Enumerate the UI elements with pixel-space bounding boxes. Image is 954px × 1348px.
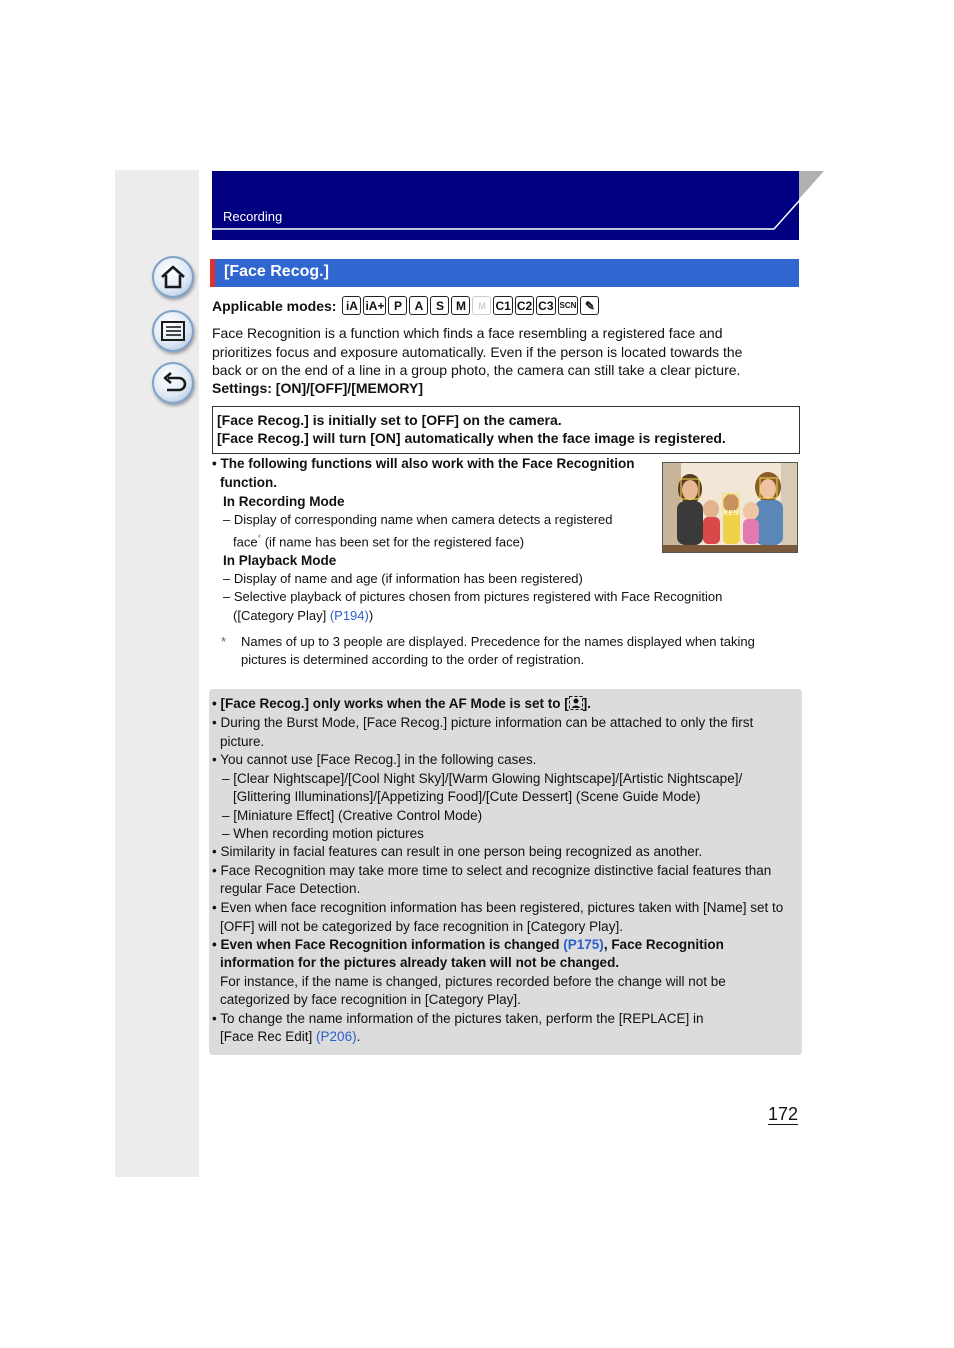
section-title: [Face Recog.] xyxy=(224,263,329,280)
modes-label: Applicable modes: xyxy=(212,297,337,314)
page-link-p194[interactable]: (P194) xyxy=(329,608,369,623)
note-cannot-use: • You cannot use [Face Recog.] in the following cases. xyxy=(212,752,537,767)
mode-s-icon: S xyxy=(430,296,449,315)
mode-ia-icon: iA xyxy=(342,296,361,315)
recording-item-text: face xyxy=(233,534,258,550)
playback-mode-heading: In Playback Mode xyxy=(223,553,337,568)
intro-line: prioritizes focus and exposure automatically. Even if the person is located towards the xyxy=(212,343,743,360)
note-text: • [Face Recog.] only works when the AF Mode is set to [ xyxy=(212,696,569,711)
note-info-changed-example: For instance, if the name is changed, pictures recorded before the change will not be xyxy=(220,974,726,989)
chapter-label: Recording xyxy=(223,209,283,224)
menu-list-icon xyxy=(159,317,187,345)
note-cannot-use-item: – [Miniature Effect] (Creative Control Mode) xyxy=(222,808,483,823)
back-button[interactable] xyxy=(152,362,194,404)
family-photo-illustration xyxy=(663,463,798,553)
playback-item-text: ([Category Play] xyxy=(233,608,330,623)
playback-item-cont xyxy=(233,607,373,626)
note-burst-cont: picture. xyxy=(220,734,265,749)
functions-bullet: • The following functions will also work with the Face Recognition xyxy=(212,456,635,471)
mode-movie-m-icon: M xyxy=(472,296,491,315)
home-button[interactable] xyxy=(152,256,194,298)
mode-a-icon: A xyxy=(409,296,428,315)
note-more-time: • Face Recognition may take more time to select and recognize distinctive facial features than xyxy=(212,863,772,878)
intro-line: back or on the end of a line in a group photo, the camera can still take a clear picture. xyxy=(212,362,741,378)
note-info-changed xyxy=(212,936,724,955)
note-cannot-use-item-cont: [Glittering Illuminations]/[Appetizing Food]/[Cute Dessert] (Scene Guide Mode) xyxy=(233,789,701,804)
note-burst: • During the Burst Mode, [Face Recog.] picture information can be attached to only the first xyxy=(212,715,754,730)
note-more-time-cont: regular Face Detection. xyxy=(220,881,361,896)
page-link-p175[interactable]: (P175) xyxy=(563,937,604,952)
footnote-mark: * xyxy=(257,533,262,543)
note-replace: • To change the name information of the pictures taken, perform the [REPLACE] in xyxy=(212,1011,704,1026)
page-link-p206[interactable]: (P206) xyxy=(316,1029,357,1044)
footnote-asterisk: * xyxy=(221,634,227,649)
name-tag: KEN xyxy=(724,510,739,517)
note-text: . xyxy=(356,1029,361,1044)
note-af-mode xyxy=(212,695,591,714)
note-text: ]. xyxy=(582,696,592,711)
note-info-changed-example-cont: categorized by face recognition in [Category Play]. xyxy=(220,992,521,1007)
face-detection-icon xyxy=(569,696,583,710)
settings-line: Settings: [ON]/[OFF]/[MEMORY] xyxy=(212,380,424,396)
mode-p-icon: P xyxy=(388,296,407,315)
note-info-changed-cont: information for the pictures already taken will not be changed. xyxy=(220,955,620,970)
note-text: [Face Rec Edit] xyxy=(220,1029,317,1044)
playback-item: – Display of name and age (if information has been registered) xyxy=(223,571,583,586)
note-similarity: • Similarity in facial features can result in one person being recognized as another. xyxy=(212,844,703,859)
functions-bullet-cont: function. xyxy=(220,475,277,490)
note-replace-cont xyxy=(220,1028,360,1047)
intro-line: Face Recognition is a function which finds a face resembling a registered face and xyxy=(212,325,723,341)
section-title-bar xyxy=(210,259,799,287)
note-name-off: • Even when face recognition information has been registered, pictures taken with [Name] set to xyxy=(212,900,784,915)
recording-item: – Display of corresponding name when camera detects a registered xyxy=(223,512,613,527)
intro-paragraph xyxy=(212,324,797,380)
back-arrow-icon xyxy=(159,369,187,397)
note-text: • Even when Face Recognition information is changed xyxy=(212,937,564,952)
footnote-line: pictures is determined according to the order of registration. xyxy=(241,652,585,667)
chapter-header xyxy=(212,171,824,240)
footnote-line: Names of up to 3 people are displayed. Precedence for the names displayed when taking xyxy=(241,634,755,649)
initial-setting-line: [Face Recog.] is initially set to [OFF] on the camera. xyxy=(217,412,562,428)
note-cannot-use-item: – When recording motion pictures xyxy=(222,826,424,841)
note-name-off-cont: [OFF] will not be categorized by face recognition in [Category Play]. xyxy=(220,919,623,934)
home-icon xyxy=(159,263,187,291)
menu-button[interactable] xyxy=(152,310,194,352)
mode-c3-icon: C3 xyxy=(536,296,555,315)
initial-setting-note xyxy=(212,406,800,454)
page-number: 172 xyxy=(768,1104,799,1124)
applicable-modes xyxy=(212,296,601,315)
recording-item-cont xyxy=(233,529,524,552)
mode-ia-plus-icon: iA+ xyxy=(363,296,386,315)
family-photo xyxy=(662,462,798,553)
mode-c1-icon: C1 xyxy=(493,296,512,315)
playback-item: – Selective playback of pictures chosen from pictures registered with Face Recognition xyxy=(223,589,723,604)
mode-creative-icon: ✎ xyxy=(580,296,599,315)
recording-mode-heading: In Recording Mode xyxy=(223,494,345,509)
playback-item-text: ) xyxy=(368,608,374,623)
note-cannot-use-item: – [Clear Nightscape]/[Cool Night Sky]/[Warm Glowing Nightscape]/[Artistic Nightscape]/ xyxy=(222,771,743,786)
mode-scn-icon: SCN xyxy=(558,296,579,315)
recording-item-text: (if name has been set for the registered face) xyxy=(261,534,525,550)
note-text: , Face Recognition xyxy=(603,937,724,952)
header-bar-shape xyxy=(212,171,824,240)
mode-c2-icon: C2 xyxy=(515,296,534,315)
auto-on-line: [Face Recog.] will turn [ON] automatically when the face image is registered. xyxy=(217,430,726,446)
mode-m-icon: M xyxy=(451,296,470,315)
